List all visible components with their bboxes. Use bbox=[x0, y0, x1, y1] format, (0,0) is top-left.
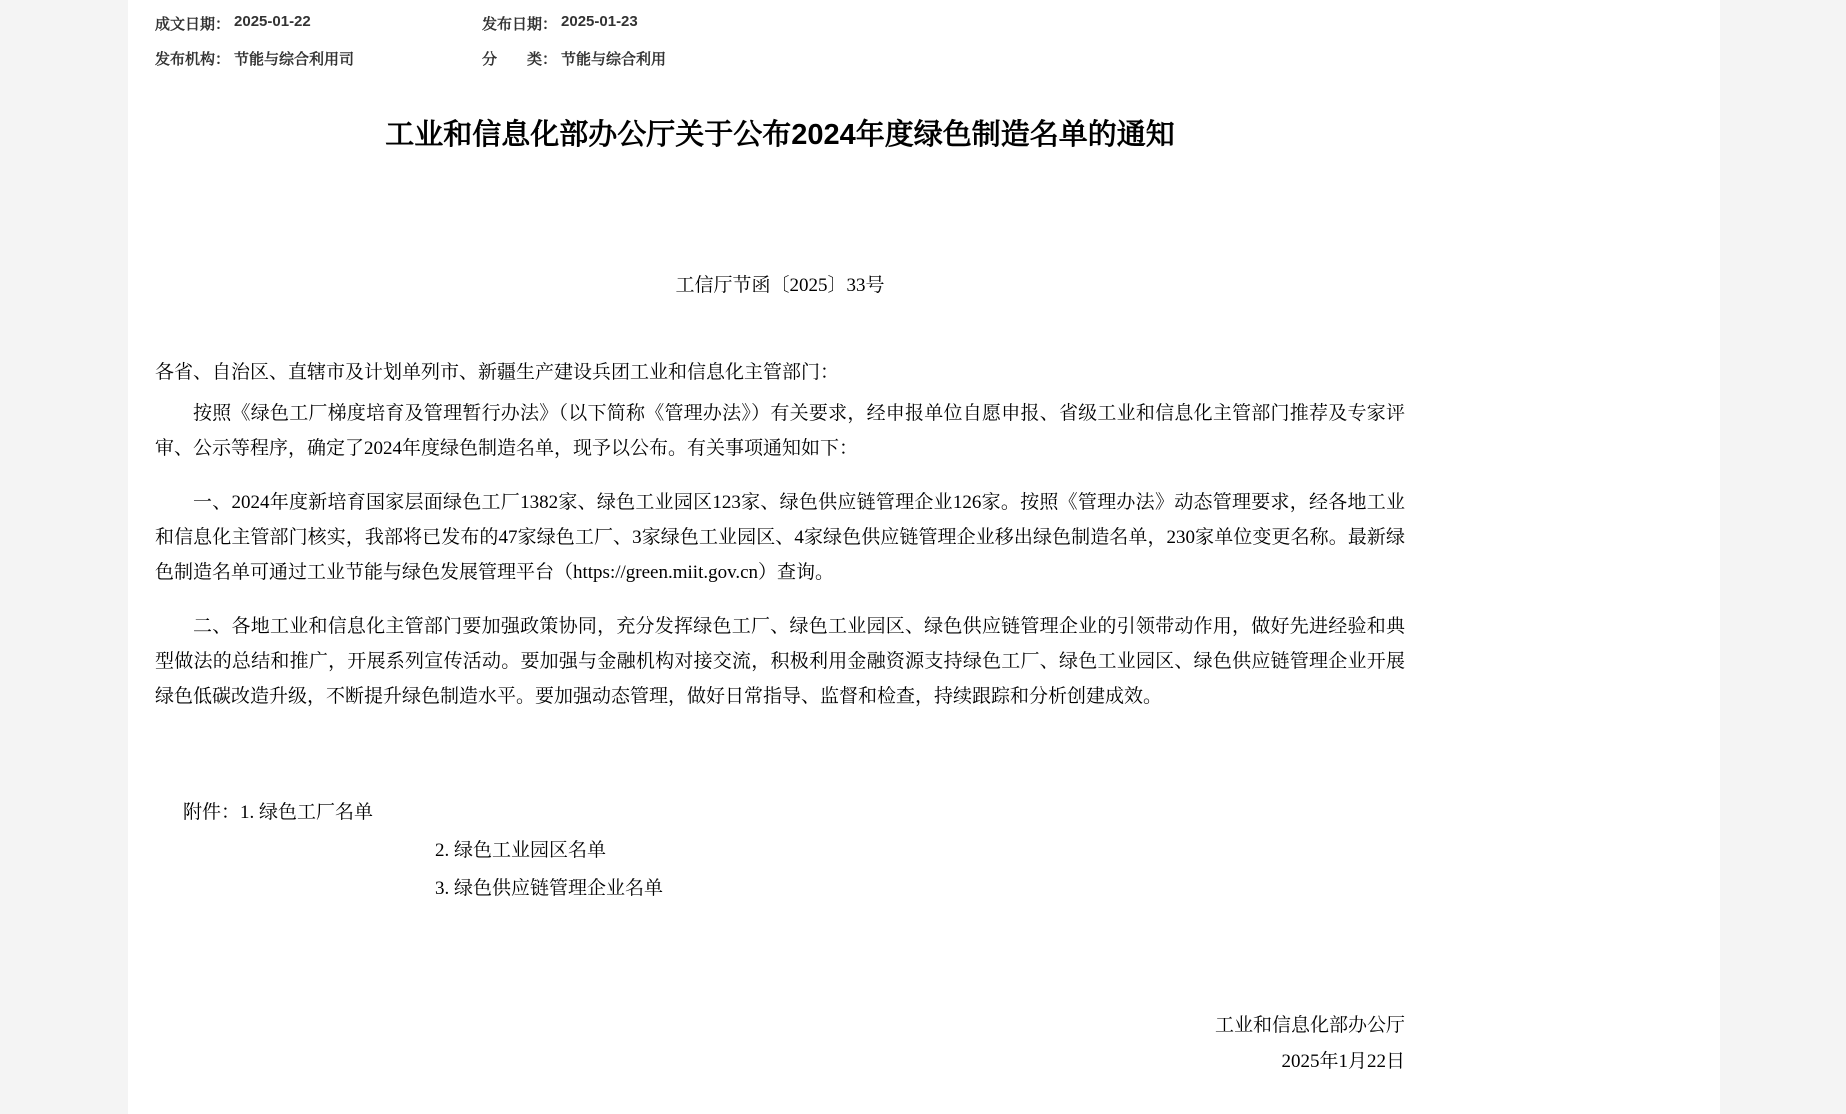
meta-agency bbox=[155, 48, 482, 69]
attachment-lead: 附件：1. 绿色工厂名单 bbox=[183, 802, 374, 823]
attachment-item: 3. 绿色供应链管理企业名单 bbox=[435, 878, 664, 899]
publish-date-value: 2025-01-23 bbox=[561, 13, 638, 30]
signature-block bbox=[155, 1008, 1405, 1080]
meta-row-dates bbox=[155, 6, 1405, 41]
document-meta bbox=[155, 0, 1405, 76]
signer-name: 工业和信息化部办公厅 bbox=[1214, 1015, 1405, 1036]
page-title: 工业和信息化部办公厅关于公布2024年度绿色制造名单的通知 bbox=[385, 119, 1175, 151]
doc-number: 工信厅节函〔2025〕33号 bbox=[675, 275, 885, 296]
written-date-label: 成文日期： bbox=[155, 16, 231, 33]
paragraph-item-one: 一、2024年度新培育国家层面绿色工厂1382家、绿色工业园区123家、绿色供应链管理企业126家。按照《管理办法》动态管理要求，经各地工业和信息化主管部门核实，我部将已发布的47家绿色工厂、3家绿色工业园区、4家绿色供应链管理企业移出绿色制造名单，230家单位变更名称。最新绿色制造名单可通过工业节能与绿色发展管理平台（https://green.miit.gov.cn）查询。 bbox=[155, 492, 1405, 583]
sign-date: 2025年1月22日 bbox=[1281, 1051, 1405, 1072]
agency-value: 节能与综合利用司 bbox=[234, 51, 355, 68]
document-sheet bbox=[128, 0, 1720, 1114]
attachments-list bbox=[155, 794, 1405, 908]
paragraph-item-two: 二、各地工业和信息化主管部门要加强政策协同，充分发挥绿色工厂、绿色工业园区、绿色供应链管理企业的引领带动作用，做好先进经验和典型做法的总结和推广，开展系列宣传活动。要加强与金融机构对接交流，积极利用金融资源支持绿色工厂、绿色工业园区、绿色供应链管理企业开展绿色低碳改造升级，不断提升绿色制造水平。要加强动态管理，做好日常指导、监督和检查，持续跟踪和分析创建成效。 bbox=[155, 616, 1405, 707]
paragraph-intro: 按照《绿色工厂梯度培育及管理暂行办法》（以下简称《管理办法》）有关要求，经申报单位自愿申报、省级工业和信息化主管部门推荐及专家评审、公示等程序，确定了2024年度绿色制造名单，现予以公布。有关事项通知如下： bbox=[155, 403, 1405, 459]
meta-publish-date bbox=[482, 13, 638, 34]
category-label: 分 类： bbox=[482, 51, 558, 68]
meta-row-agency-category bbox=[155, 41, 1405, 76]
agency-label: 发布机构： bbox=[155, 51, 231, 68]
meta-category bbox=[482, 48, 666, 69]
attachment-item: 2. 绿色工业园区名单 bbox=[435, 840, 607, 861]
salutation: 各省、自治区、直辖市及计划单列市、新疆生产建设兵团工业和信息化主管部门： bbox=[155, 362, 840, 383]
publish-date-label: 发布日期： bbox=[482, 16, 558, 33]
written-date-value: 2025-01-22 bbox=[234, 13, 311, 30]
category-value: 节能与综合利用 bbox=[561, 51, 667, 68]
meta-written-date bbox=[155, 13, 482, 34]
document-content bbox=[128, 0, 1405, 1080]
